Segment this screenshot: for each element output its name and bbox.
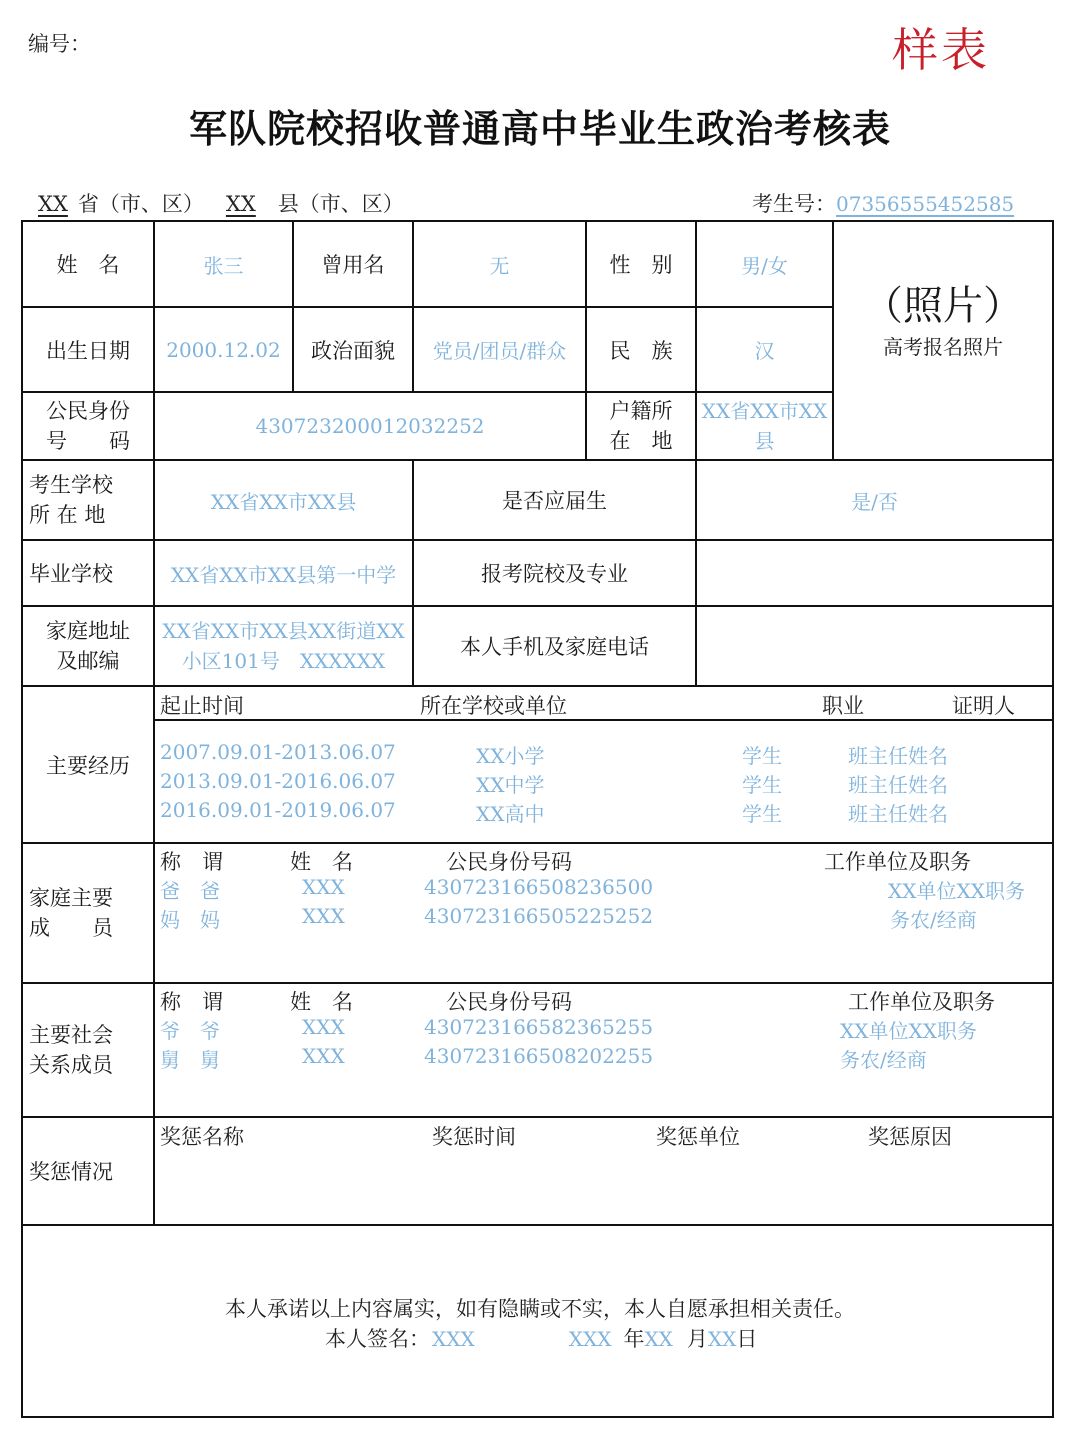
address-value-line1: XX省XX市XX县XX街道XX: [162, 619, 405, 643]
social-id[interactable]: 430723166508202255: [424, 1044, 654, 1068]
id-label-line1: 公民身份: [46, 399, 130, 423]
social-label: [23, 984, 153, 1116]
gender-field[interactable]: [697, 222, 832, 306]
apply-field[interactable]: [697, 541, 1052, 605]
province-suffix: 省（市、区）: [77, 192, 204, 216]
pledge-statement: 本人承诺以上内容属实，如有隐瞒或不实，本人自愿承担相关责任。: [225, 1297, 855, 1321]
experience-school[interactable]: XX小学: [476, 744, 545, 768]
experience-period[interactable]: 2007.09.01-2013.06.07: [160, 740, 396, 764]
grid-line: [21, 1116, 1054, 1118]
serial-number-label: 编号：: [28, 32, 91, 56]
phone-field[interactable]: [697, 607, 1052, 685]
social-label-line2: 关系成员: [29, 1053, 113, 1077]
family-label-line2: 成 员: [29, 916, 113, 940]
school-location-value: XX省XX市XX县: [210, 489, 357, 514]
year-value[interactable]: XXX: [568, 1327, 612, 1351]
family-work[interactable]: 务农/经商: [890, 908, 977, 932]
grid-line: [21, 842, 1054, 844]
former-name-field[interactable]: [414, 222, 585, 306]
family-label-line1: 家庭主要: [29, 886, 113, 910]
phone-label: 本人手机及家庭电话: [460, 635, 649, 659]
former-name-label: 曾用名: [321, 253, 385, 277]
experience-job[interactable]: 学生: [742, 802, 782, 826]
school-location-label-line1: 考生学校: [29, 473, 113, 497]
grid-line: [21, 685, 1054, 687]
signature-label: 本人签名：: [325, 1327, 430, 1351]
hukou-value-line1: XX省XX市XX: [701, 399, 828, 423]
signature-line: [325, 1323, 757, 1353]
grid-line: [21, 1224, 1054, 1226]
experience-witness[interactable]: 班主任姓名: [848, 802, 948, 826]
month-value[interactable]: XX: [644, 1327, 673, 1351]
address-label: [23, 607, 153, 685]
address-field[interactable]: [155, 607, 412, 685]
family-header-work: 工作单位及职务: [824, 850, 971, 874]
rewards-header-reason: 奖惩原因: [868, 1125, 952, 1149]
family-relation[interactable]: 爸 爸: [160, 879, 220, 903]
social-id[interactable]: 430723166582365255: [424, 1015, 654, 1039]
apply-label: 报考院校及专业: [481, 562, 628, 586]
ethnic-field[interactable]: [697, 308, 832, 391]
family-header-name: 姓 名: [290, 850, 353, 874]
family-work[interactable]: XX单位XX职务: [888, 879, 1025, 903]
experience-header-school: 所在学校或单位: [420, 694, 567, 718]
hukou-value-line2: 县: [754, 429, 775, 453]
social-header-id: 公民身份号码: [446, 990, 572, 1014]
school-location-label: [23, 461, 153, 539]
experience-header-period: 起止时间: [160, 694, 244, 718]
rewards-header-unit: 奖惩单位: [656, 1125, 740, 1149]
experience-header-job: 职业: [822, 694, 864, 718]
experience-school[interactable]: XX中学: [476, 773, 545, 797]
birth-label: 出生日期: [46, 338, 130, 363]
experience-period[interactable]: 2013.09.01-2016.06.07: [160, 769, 396, 793]
form-title: 军队院校招收普通高中毕业生政治考核表: [188, 106, 891, 151]
social-relation[interactable]: 爷 爷: [160, 1019, 220, 1043]
former-name-value: 无: [489, 253, 510, 278]
social-work[interactable]: XX单位XX职务: [840, 1019, 977, 1043]
signature-value[interactable]: XXX: [432, 1327, 475, 1351]
social-header-name: 姓 名: [290, 990, 353, 1014]
graduate-school-value: XX省XX市XX县第一中学: [170, 562, 397, 587]
day-value[interactable]: XX: [707, 1327, 737, 1351]
graduate-school-field[interactable]: [155, 541, 412, 605]
experience-witness[interactable]: 班主任姓名: [848, 744, 948, 768]
exam-number: [752, 188, 1014, 218]
family-label: [23, 844, 153, 982]
address-value-line2: 小区101号 XXXXXX: [181, 649, 386, 673]
exam-number-value[interactable]: 07356555452585: [836, 192, 1015, 216]
sample-stamp: 样表: [892, 23, 990, 77]
hukou-field[interactable]: [697, 393, 832, 459]
grid-line: [21, 1416, 1054, 1418]
political-label: 政治面貌: [311, 338, 395, 363]
grid-line: [153, 719, 1054, 721]
family-relation[interactable]: 妈 妈: [160, 908, 220, 932]
province-value[interactable]: XX: [38, 192, 68, 216]
graduate-school-label: 毕业学校: [29, 562, 113, 586]
year-label: 年: [623, 1327, 645, 1351]
hukou-label-line1: 户籍所: [609, 399, 673, 423]
county-suffix: 县（市、区）: [277, 192, 404, 216]
address-label-line2: 及邮编: [56, 649, 120, 673]
rewards-header-name: 奖惩名称: [160, 1125, 244, 1149]
photo-subtitle: 高考报名照片: [883, 334, 1003, 359]
rewards-label: 奖惩情况: [29, 1160, 113, 1184]
grid-line: [21, 982, 1054, 984]
month-label: 月: [686, 1327, 708, 1351]
fresh-graduate-value: 是/否: [851, 489, 898, 514]
name-value: 张三: [203, 253, 244, 278]
hukou-label: [587, 393, 695, 459]
day-label: 日: [736, 1327, 758, 1351]
experience-period[interactable]: 2016.09.01-2019.06.07: [160, 798, 396, 822]
hukou-label-line2: 在 地: [609, 429, 673, 453]
birth-value: 2000.12.02: [166, 337, 281, 362]
photo-box[interactable]: [834, 222, 1052, 459]
family-id[interactable]: 430723166505225252: [424, 904, 654, 928]
experience-job[interactable]: 学生: [742, 744, 782, 768]
social-relation[interactable]: 舅 舅: [160, 1048, 220, 1072]
county-value[interactable]: XX: [225, 192, 256, 216]
family-name[interactable]: XXX: [302, 904, 345, 928]
id-label-line2: 号 码: [46, 429, 130, 453]
social-name[interactable]: XXX: [302, 1044, 345, 1068]
family-header-relation: 称 谓: [160, 850, 223, 874]
experience-job[interactable]: 学生: [742, 773, 782, 797]
region-line: [28, 188, 404, 218]
family-header-id: 公民身份号码: [446, 850, 572, 874]
family-name[interactable]: XXX: [302, 875, 345, 899]
social-label-line1: 主要社会: [29, 1023, 113, 1047]
gender-value: 男/女: [741, 253, 788, 278]
gender-label: 性 别: [609, 253, 673, 277]
school-location-field[interactable]: [155, 461, 412, 539]
id-value: 430723200012032252: [255, 414, 485, 438]
social-header-relation: 称 谓: [160, 990, 223, 1014]
name-label: 姓 名: [56, 253, 120, 277]
ethnic-value: 汉: [754, 339, 775, 363]
social-work[interactable]: 务农/经商: [840, 1048, 927, 1072]
political-field[interactable]: [414, 308, 585, 391]
political-value: 党员/团员/群众: [432, 339, 567, 363]
grid-line: [1052, 220, 1054, 1418]
photo-title: （照片）: [863, 282, 1023, 329]
family-id[interactable]: 430723166508236500: [424, 875, 654, 899]
name-field[interactable]: [155, 222, 292, 306]
experience-school[interactable]: XX高中: [476, 802, 545, 826]
school-location-label-line2: 所 在 地: [29, 503, 106, 527]
birth-field[interactable]: [155, 308, 292, 391]
social-header-work: 工作单位及职务: [848, 990, 995, 1014]
rewards-header-time: 奖惩时间: [432, 1125, 516, 1149]
id-field[interactable]: [155, 393, 585, 459]
id-label: [23, 393, 153, 459]
experience-witness[interactable]: 班主任姓名: [848, 773, 948, 797]
rewards-entry-area[interactable]: [155, 1152, 1052, 1222]
fresh-graduate-label: 是否应届生: [502, 489, 607, 513]
social-name[interactable]: XXX: [302, 1015, 345, 1039]
experience-header-witness: 证明人: [952, 694, 1015, 718]
address-label-line1: 家庭地址: [46, 619, 130, 643]
ethnic-label: 民 族: [609, 338, 673, 363]
fresh-graduate-field[interactable]: [697, 461, 1052, 539]
exam-number-label: 考生号：: [752, 192, 836, 216]
experience-label: 主要经历: [46, 753, 130, 778]
